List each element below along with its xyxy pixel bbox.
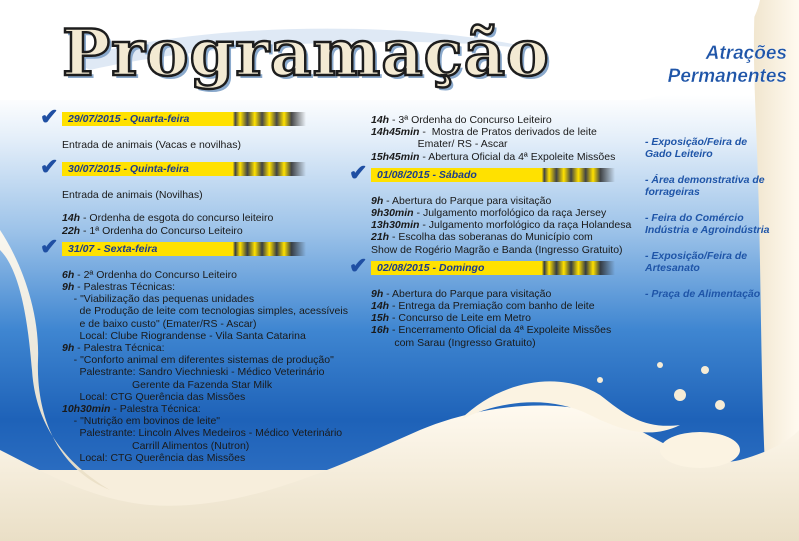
schedule-line: Show de Rogério Magrão e Banda (Ingresso Gratuito) <box>371 243 623 256</box>
schedule-line <box>62 342 362 354</box>
time-label: 13h30min <box>371 219 420 232</box>
time-label: 9h <box>371 287 384 300</box>
schedule-line <box>371 195 641 207</box>
date-bar-day4 <box>349 159 641 185</box>
schedule-line: Carrill Alimentos (Nutron) <box>62 439 250 452</box>
schedule-line <box>371 324 641 336</box>
event-text: - Palestra Técnica: <box>74 342 165 355</box>
schedule-line: - "Conforto animal em diferentes sistemas de produção" <box>62 354 334 367</box>
time-label: 9h <box>62 281 75 294</box>
schedule-line <box>62 225 362 237</box>
schedule-line: Emater/ RS - Ascar <box>371 138 508 151</box>
attraction-item: - Exposição/Feira de Artesanato <box>645 250 748 274</box>
event-text: - Abertura do Parque para visitação <box>383 287 552 300</box>
time-label: 16h <box>371 324 390 337</box>
event-text: - Palestra Técnica: <box>110 403 201 416</box>
checkmark-icon: ✔ <box>40 104 59 129</box>
time-label: 15h45min <box>371 150 420 163</box>
event-text: - Concurso de Leite em Metro <box>389 312 531 325</box>
schedule-line: Entrada de animais (Novilhas) <box>62 189 203 202</box>
time-label: 10h30min <box>62 403 111 416</box>
schedule-line: e de baixo custo" (Emater/RS - Ascar) <box>62 317 257 330</box>
event-text: - 2ª Ordenha do Concurso Leiteiro <box>74 268 237 281</box>
schedule-line <box>371 126 641 138</box>
schedule-line: - "Viabilização das pequenas unidades <box>62 293 255 306</box>
event-text: - Julgamento morfológico da raça Holandesa <box>419 219 632 232</box>
time-label: 9h30min <box>371 207 414 220</box>
date-label: 29/07/2015 - Quarta-feira <box>62 112 306 126</box>
schedule-line <box>371 207 641 219</box>
schedule-line: Local: Clube Riograndense - Vila Santa Catarina <box>62 329 306 342</box>
time-label: 6h <box>62 268 75 281</box>
attractions-heading <box>668 42 787 88</box>
schedule-line <box>371 114 641 126</box>
event-text: - Palestras Técnicas: <box>74 281 176 294</box>
event-text: - Abertura do Parque para visitação <box>383 194 552 207</box>
schedule-line: Local: CTG Querência das Missões <box>62 451 246 464</box>
event-text: - Abertura Oficial da 4ª Expoleite Missões <box>419 150 616 163</box>
event-text: - Mostra de Pratos derivados de leite <box>419 126 597 139</box>
checkmark-icon: ✔ <box>349 252 368 278</box>
time-label: 14h <box>371 114 390 126</box>
checkmark-icon: ✔ <box>349 159 368 185</box>
schedule-line <box>371 219 641 231</box>
event-text: - Julgamento morfológico da raça Jersey <box>413 207 607 220</box>
attraction-item: - Área demonstrativa de forrageiras <box>645 174 765 198</box>
schedule-line: Palestrante: Sandro Viechnieski - Médico Veterinário <box>62 366 325 379</box>
schedule-line <box>62 403 362 415</box>
time-label: 14h45min <box>371 126 420 139</box>
attraction-item: - Feira do Comércio Indústria e Agroindústria <box>645 212 770 236</box>
attraction-item: - Praça de Alimentação <box>645 288 761 300</box>
attractions-heading-line1: Atrações <box>705 43 787 64</box>
checkmark-icon: ✔ <box>40 233 59 259</box>
event-text: - Encerramento Oficial da 4ª Expoleite Missões <box>389 324 612 337</box>
time-label: 9h <box>62 342 75 355</box>
date-label: 30/07/2015 - Quinta-feira <box>62 162 306 176</box>
schedule-middle-column <box>349 114 641 349</box>
schedule-line: - "Nutrição em bovinos de leite" <box>62 415 221 428</box>
event-text: - Entrega da Premiação com banho de leite <box>389 300 595 313</box>
date-bar-day1 <box>40 104 362 129</box>
event-text: - 1ª Ordenha do Concurso Leiteiro <box>80 224 243 237</box>
date-bar-day5 <box>349 252 641 278</box>
date-label: 31/07 - Sexta-feira <box>62 242 306 256</box>
schedule-line <box>371 231 641 243</box>
date-label: 02/08/2015 - Domingo <box>371 261 615 275</box>
schedule-line <box>371 151 641 163</box>
schedule-line: com Sarau (Ingresso Gratuito) <box>371 336 536 349</box>
schedule-line <box>371 300 641 312</box>
schedule-left-column <box>40 104 362 464</box>
date-bar-day3 <box>40 233 362 259</box>
date-label: 01/08/2015 - Sábado <box>371 168 615 182</box>
date-bar-day2 <box>40 154 362 180</box>
schedule-line <box>371 288 641 300</box>
attraction-item: - Exposição/Feira de Gado Leiteiro <box>645 136 748 160</box>
event-text: - Escolha das soberanas do Município com <box>389 231 593 244</box>
event-text: - 3ª Ordenha do Concurso Leiteiro <box>389 114 552 126</box>
schedule-line: Entrada de animais (Vacas e novilhas) <box>62 139 241 151</box>
schedule-line: Gerente da Fazenda Star Milk <box>62 378 273 391</box>
schedule-line: Palestrante: Lincoln Alves Medeiros - Médico Veterinário <box>62 427 343 440</box>
time-label: 22h <box>62 224 81 237</box>
attractions-list <box>645 136 795 314</box>
schedule-line: de Produção de leite com tecnologias simples, acessíveis <box>62 305 348 318</box>
time-label: 21h <box>371 231 390 244</box>
checkmark-icon: ✔ <box>40 154 59 180</box>
schedule-line: Local: CTG Querência das Missões <box>62 390 246 403</box>
attractions-heading-line2: Permanentes <box>667 66 787 87</box>
time-label: 14h <box>371 300 390 313</box>
event-text: - Ordenha de esgota do concurso leiteiro <box>80 212 274 225</box>
time-label: 14h <box>62 212 81 225</box>
time-label: 15h <box>371 312 390 325</box>
time-label: 9h <box>371 194 384 207</box>
schedule-line <box>62 212 362 224</box>
schedule-line <box>371 312 641 324</box>
page-title: Programação <box>62 16 550 91</box>
schedule-line <box>62 269 362 281</box>
schedule-line <box>62 281 362 293</box>
